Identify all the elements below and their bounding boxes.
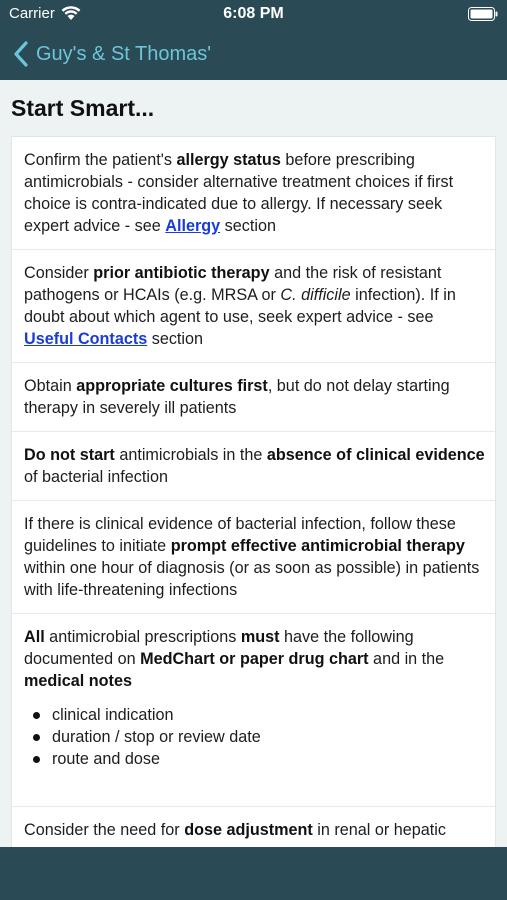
content-scroll-area[interactable] xyxy=(0,80,507,847)
back-button[interactable] xyxy=(12,38,211,70)
list-item-prompt-therapy xyxy=(12,501,495,614)
item-bold-text: prompt effective antimicrobial therapy xyxy=(170,537,465,555)
chevron-left-icon xyxy=(12,41,30,67)
item-bold-text: MedChart or paper drug chart xyxy=(140,650,369,668)
battery-icon xyxy=(468,7,498,21)
item-text: within one hour of diagnosis (or as soon as possible) in patients with life-threatening infections xyxy=(24,559,480,599)
list-item-do-not-start xyxy=(12,432,495,501)
item-text: of bacterial infection xyxy=(24,468,168,486)
item-text: section xyxy=(220,217,276,235)
documentation-bullet-list xyxy=(24,704,485,770)
item-text: antimicrobials in the xyxy=(114,446,267,464)
item-bold-text: absence of clinical evidence xyxy=(266,446,485,464)
allergy-link[interactable]: Allergy xyxy=(165,217,221,235)
item-text: and in the xyxy=(368,650,445,668)
item-text: and the risk of resistant pathogens or HCAIs (e.g. MRSA or xyxy=(24,264,442,304)
item-text: infection). If in doubt about which agent to use, seek expert advice - see xyxy=(24,286,456,326)
item-bold-text: All xyxy=(24,628,45,646)
item-text: Confirm the patient's xyxy=(24,151,177,169)
carrier-label: Carrier xyxy=(9,5,55,22)
item-bold-text: prior antibiotic therapy xyxy=(93,264,270,282)
item-text: , but do not delay starting therapy in severely ill patients xyxy=(24,377,450,417)
status-bar xyxy=(0,0,507,28)
item-bold-text: medical notes xyxy=(24,672,132,690)
item-text: Obtain xyxy=(24,377,77,395)
list-item-dose-adjustment xyxy=(12,807,495,847)
item-text: Consider xyxy=(24,264,94,282)
guidance-list xyxy=(11,136,496,847)
bullet-item: clinical indication xyxy=(32,704,485,726)
item-text: have the following documented on xyxy=(24,628,414,668)
useful-contacts-link[interactable]: Useful Contacts xyxy=(24,330,148,348)
list-item-documentation xyxy=(12,614,495,807)
bullet-item: duration / stop or review date xyxy=(32,726,485,748)
item-text: in renal or hepatic xyxy=(312,821,446,839)
item-bold-text: Do not start xyxy=(24,446,115,464)
bottom-toolbar xyxy=(0,847,507,900)
item-text: Consider the need for xyxy=(24,821,185,839)
navigation-bar xyxy=(0,28,507,80)
back-label: Guy's & St Thomas' xyxy=(36,42,212,65)
list-item-prior-therapy xyxy=(12,250,495,363)
item-italic-text: C. difficile xyxy=(280,286,351,304)
item-text: before prescribing antimicrobials - consider alternative treatment choices if first choice is contra-indicated due to allergy. If necessary seek expert advice - see xyxy=(24,151,454,235)
item-bold-text: allergy status xyxy=(176,151,281,169)
list-item-allergy xyxy=(12,137,495,250)
bullet-item: route and dose xyxy=(32,748,485,770)
item-bold-text: appropriate cultures first xyxy=(76,377,268,395)
item-text: section xyxy=(147,330,204,348)
item-text: If there is clinical evidence of bacterial infection, follow these guidelines to initiate xyxy=(24,515,456,555)
item-bold-text: dose adjustment xyxy=(184,821,313,839)
list-item-cultures xyxy=(12,363,495,432)
page-title: Start Smart... xyxy=(11,95,155,121)
item-text: antimicrobial prescriptions xyxy=(44,628,241,646)
item-bold-text: must xyxy=(240,628,280,646)
status-time: 6:08 PM xyxy=(223,5,284,22)
